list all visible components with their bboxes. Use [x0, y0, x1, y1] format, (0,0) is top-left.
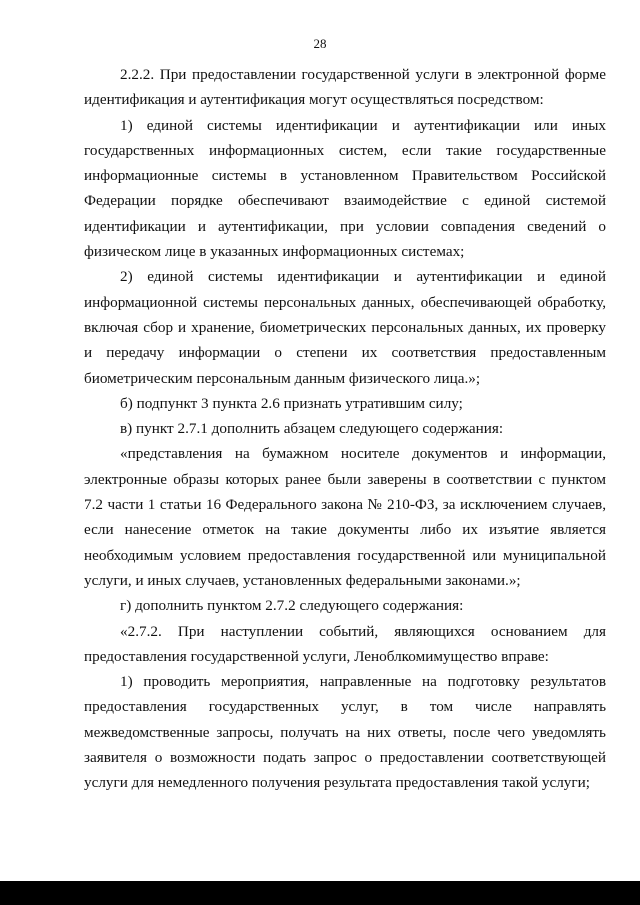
page-number: 28 [313, 36, 327, 51]
document-body [84, 62, 606, 796]
paragraph-item-2: 2) единой системы идентификации и аутентификации и единой информационной системы персональных данных, обеспечивающей обработку, включая сбор и хранение, биометрических персональных данных, их проверку и передачу информации о степени их соответствия предоставленным биометрическим персональным данным физического лица.»; [84, 268, 606, 387]
paragraph-b: б) подпункт 3 пункта 2.6 признать утратившим силу; [120, 394, 463, 412]
paragraph-quote-representation: «представления на бумажном носителе документов и информации, электронные образы которых ранее были заверены в соответствии с пунктом 7.2 части 1 статьи 16 Федерального закона № 210-ФЗ, за исключением случаев, если нанесение отметок на такие документы либо их изъятие является необходимым условием предоставления государственной или муниципальной услуги, и иных случаев, установленных федеральными законами.»; [84, 445, 606, 589]
paragraph-item-1: 1) единой системы идентификации и аутентификации или иных государственных информационных систем, если такие государственные информационные системы в установленном Правительством Российской Федерации порядке обеспечивают взаимодействие с единой системой идентификации и аутентификации, при условии совпадения сведений о физическом лице в указанных информационных системах; [84, 116, 606, 261]
scan-border-bar [0, 881, 640, 905]
paragraph-2-7-2-item-1: 1) проводить мероприятия, направленные на подготовку результатов предоставления государственных услуг, в том числе направлять межведомственные запросы, получать на них ответы, после чего уведомлять заявителя о возможности подать запрос о предоставлении соответствующей услуги для немедленного получения результата предоставления такой услуги; [84, 673, 606, 792]
paragraph-2-2-2: 2.2.2. При предоставлении государственной услуги в электронной форме идентификация и аутентификация могут осуществляться посредством: [84, 66, 606, 109]
paragraph-2-7-2: «2.7.2. При наступлении событий, являющихся основанием для предоставления государственной услуги, Леноблкомимущество вправе: [84, 622, 606, 665]
paragraph-v: в) пункт 2.7.1 дополнить абзацем следующего содержания: [120, 420, 504, 438]
paragraph-g: г) дополнить пунктом 2.7.2 следующего содержания: [120, 597, 464, 615]
